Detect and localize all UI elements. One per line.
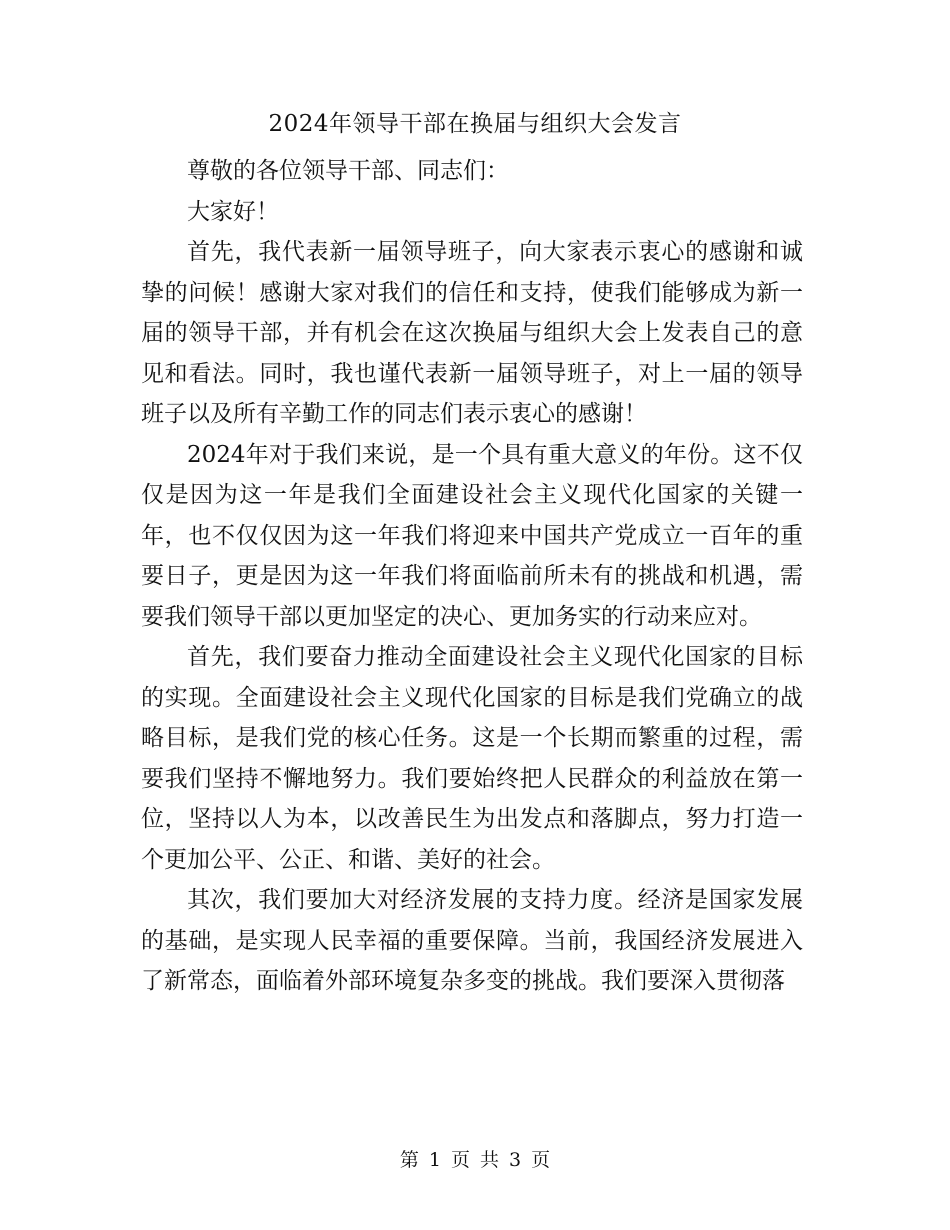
page-number-footer: 第 1 页 共 3 页 — [399, 1149, 551, 1171]
greeting: 大家好！ — [187, 198, 279, 225]
document-title: 2024年领导干部在换届与组织大会发言 — [268, 111, 682, 137]
paragraph-economic-development: 其次，我们要加大对经济发展的支持力度。经济是国家发展的基础，是实现人民幸福的重要保障。当前，我国经济发展进入了新常态，面临着外部环境复杂多变的挑战。我们要深入贯彻落 — [141, 887, 803, 994]
paragraph-2024-significance: 2024年对于我们来说，是一个具有重大意义的年份。这不仅仅是因为这一年是我们全面建设社会主义现代化国家的关键一年，也不仅仅因为这一年我们将迎来中国共产党成立一百年的重要日子，更是因为这一年我们将面临前所未有的挑战和机遇，需要我们领导干部以更加坚定的决心、更加务实的行动来应对。 — [141, 441, 803, 630]
salutation: 尊敬的各位领导干部、同志们： — [187, 158, 509, 184]
paragraph-thanks: 首先，我代表新一届领导班子，向大家表示衷心的感谢和诚挚的问候！感谢大家对我们的信任和支持，使我们能够成为新一届的领导干部，并有机会在这次换届与组织大会上发表自己的意见和看法。同时，我也谨代表新一届领导班子，对上一届的领导班子以及所有辛勤工作的同志们表示衷心的感谢！ — [141, 239, 803, 427]
document-body — [141, 151, 803, 1002]
paragraph-modernization-goal: 首先，我们要奋力推动全面建设社会主义现代化国家的目标的实现。全面建设社会主义现代化国家的目标是我们党确立的战略目标，是我们党的核心任务。这是一个长期而繁重的过程，需要我们坚持不懈地努力。我们要始终把人民群众的利益放在第一位，坚持以人为本，以改善民生为出发点和落脚点，努力打造一个更加公平、公正、和谐、美好的社会。 — [141, 644, 803, 873]
